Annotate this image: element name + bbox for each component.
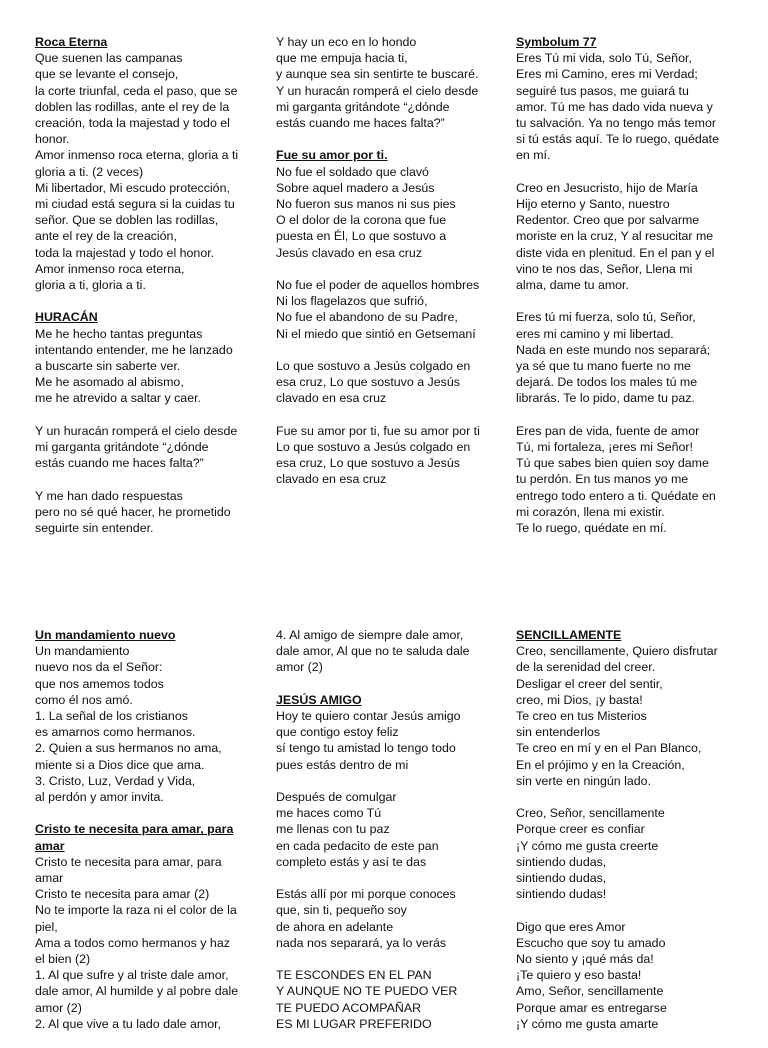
lyric-line: seguirte sin entender. (35, 521, 154, 536)
lyric-line: me llenas con tu paz (276, 822, 390, 837)
lyric-line: de la serenidad del creer. (516, 660, 656, 675)
stanza-gap (276, 342, 498, 358)
lyric-line: me haces como Tú (276, 806, 382, 821)
lyric-line: creo, mi Dios, ¡y basta! (516, 692, 643, 707)
lyric-line: En el prójimo y en la Creación, (516, 757, 685, 772)
lyric-line: seguiré tus pasos, me guiará tu (516, 83, 689, 98)
lyric-line: No fue el poder de aquellos hombres (276, 278, 480, 293)
lyric-line: Escucho que soy tu amado (516, 935, 666, 950)
song-block (35, 34, 257, 293)
lyric-line: Creo, Señor, sencillamente (516, 806, 665, 821)
lyric-line: amor (2) (276, 660, 323, 675)
lyric-line: 2. Al que vive a tu lado dale amor, (35, 1016, 221, 1031)
lyric-line: Y AUNQUE NO TE PUEDO VER (276, 984, 458, 999)
lyric-line: librarás. Te lo pido, dame tu paz. (516, 391, 695, 406)
song-title: HURACÁN (35, 310, 98, 325)
lyric-line: Lo que sostuvo a Jesús colgado en (276, 440, 471, 455)
lyric-line: tu perdón. En tus manos yo me (516, 472, 689, 487)
lyric-line: estás cuando me haces falta?” (276, 116, 445, 131)
lyric-line: completo estás y así te das (276, 854, 427, 869)
lyric-line: Te creo en mí y en el Pan Blanco, (516, 741, 702, 756)
lyric-line: que me empuja hacia ti, (276, 51, 408, 66)
lyric-line: Fue su amor por ti, fue su amor por ti (276, 423, 480, 438)
lyric-line: moriste en la cruz, Y al resucitar me (516, 229, 714, 244)
lyric-line: Cristo te necesita para amar (2) (35, 887, 210, 902)
stanza-gap (516, 902, 738, 918)
column-bottom-middle (276, 627, 498, 1048)
lyric-line: mi corazón, llena mi existir. (516, 504, 665, 519)
lyric-line: Tú, mi fortaleza, ¡eres mi Señor! (516, 440, 693, 455)
lyric-line: amor. Tú me has dado vida nueva y (516, 99, 713, 114)
song-block (276, 147, 498, 487)
lyric-line: sintiendo dudas, (516, 854, 607, 869)
lyric-line: Eres mi Camino, eres mi Verdad; (516, 67, 698, 82)
lyric-line: me he atrevido a saltar y caer. (35, 391, 201, 406)
lyric-line: 4. Al amigo de siempre dale amor, (276, 628, 464, 642)
lyric-line: dale amor, Al que no te saluda dale (276, 644, 470, 659)
lyric-line: Eres Tú mi vida, solo Tú, Señor, (516, 51, 692, 66)
lyric-line: dejará. De todos los males tú me (516, 375, 698, 390)
column-top-left (35, 34, 257, 552)
stanza-gap (276, 951, 498, 967)
lyric-line: mi garganta gritándote “¿dónde (35, 440, 209, 455)
lyric-line: Porque creer es confiar (516, 822, 645, 837)
lyric-line: Nada en este mundo nos separará; (516, 342, 711, 357)
lyric-line: dale amor, Al humilde y al pobre dale (35, 984, 239, 999)
lyric-line: que contigo estoy feliz (276, 725, 399, 740)
lyric-line: nada nos separará, ya lo verás (276, 935, 447, 950)
lyric-line: No fue el soldado que clavó (276, 164, 429, 179)
lyric-line: creación, toda la majestad y todo el (35, 116, 230, 131)
lyric-line: Tú que sabes bien quien soy dame (516, 456, 709, 471)
lyric-line: Mi libertador, Mi escudo protección, (35, 180, 230, 195)
lyric-line: el bien (2) (35, 952, 91, 967)
lyric-line: TE PUEDO ACOMPAÑAR (276, 1000, 422, 1015)
lyric-line: honor. (35, 132, 70, 147)
lyric-line: 2. Quien a sus hermanos no ama, (35, 741, 222, 756)
lyric-line: sintiendo dudas! (516, 887, 607, 902)
lyric-line: toda la majestad y todo el honor. (35, 245, 215, 260)
lyric-line: al perdón y amor invita. (35, 790, 164, 805)
stanza-gap (516, 164, 738, 180)
lyric-line: amor (2) (35, 1000, 82, 1015)
lyric-line: clavado en esa cruz (276, 472, 387, 487)
column-top-middle (276, 34, 498, 504)
lyric-line: gloria a ti, gloria a ti. (35, 278, 146, 293)
lyric-line: alma, dame tu amor. (516, 278, 629, 293)
lyric-line: Eres tú mi fuerza, solo tú, Señor, (516, 310, 696, 325)
song-title: JESÚS AMIGO (276, 692, 362, 707)
lyric-line: ante el rey de la creación, (35, 229, 177, 244)
lyric-line: vino te nos das, Señor, Llena mi (516, 261, 693, 276)
lyric-line: Sobre aquel madero a Jesús (276, 180, 435, 195)
lyric-line: Creo en Jesucristo, hijo de María (516, 180, 698, 195)
stanza-gap (516, 789, 738, 805)
lyric-line: piel, (35, 919, 58, 934)
song-block (516, 34, 738, 536)
column-bottom-right (516, 627, 738, 1048)
lyric-line: diste vida en plenitud. En el pan y el (516, 245, 715, 260)
lyric-line: Estás allí por mi porque conoces (276, 887, 456, 902)
column-top-right (516, 34, 738, 552)
song-block (516, 627, 738, 1032)
lyric-line: Y me han dado respuestas (35, 488, 183, 503)
lyric-line: Creo, sencillamente, Quiero disfrutar (516, 644, 718, 659)
lyric-line: que nos amemos todos (35, 676, 164, 691)
lyric-line: pues estás dentro de mi (276, 757, 409, 772)
stanza-gap (276, 870, 498, 886)
lyric-line: Cristo te necesita para amar, para (35, 854, 222, 869)
lyric-line: Hoy te quiero contar Jesús amigo (276, 709, 461, 723)
lyric-line: Amor inmenso roca eterna, gloria a ti (35, 148, 239, 163)
lyric-line: esa cruz, Lo que sostuvo a Jesús (276, 456, 460, 471)
song-block (276, 34, 498, 131)
lyric-line: en mí. (516, 148, 551, 163)
song-block (35, 309, 257, 536)
lyric-line: que, sin ti, pequeño soy (276, 903, 407, 918)
lyric-line: Y hay un eco en lo hondo (276, 35, 417, 49)
lyric-line: ¡Te quiero y eso basta! (516, 968, 642, 983)
song-title: SENCILLAMENTE (516, 628, 622, 642)
lyric-line: eres mi camino y mi libertad. (516, 326, 674, 341)
lyric-line: es amarnos como hermanos. (35, 725, 196, 740)
song-title: Symbolum 77 (516, 35, 597, 49)
lyric-line: Porque amar es entregarse (516, 1000, 667, 1015)
lyric-line: Me he asomado al abismo, (35, 375, 184, 390)
lyric-line: sin verte en ningún lado. (516, 773, 652, 788)
lyric-line: Ama a todos como hermanos y haz (35, 935, 230, 950)
lyric-line: a buscarte sin saberte ver. (35, 359, 181, 374)
lyric-line: Te creo en tus Misterios (516, 709, 647, 724)
lyric-line: Y un huracán romperá el cielo desde (35, 423, 238, 438)
lyric-line: 3. Cristo, Luz, Verdad y Vida, (35, 773, 196, 788)
lyric-line: Y un huracán romperá el cielo desde (276, 83, 479, 98)
stanza-gap (276, 773, 498, 789)
lyric-line: esa cruz, Lo que sostuvo a Jesús (276, 375, 460, 390)
lyric-line: si tú estás aquí. Te lo ruego, quédate (516, 132, 719, 147)
lyric-line: doblen las rodillas, ante el rey de la (35, 99, 230, 114)
lyric-line: No fue el abandono de su Padre, (276, 310, 458, 325)
lyric-line: la corte triunfal, ceda el paso, que se (35, 83, 238, 98)
lyric-line: Ni los flagelazos que sufrió, (276, 294, 428, 309)
lyric-line: Digo que eres Amor (516, 919, 626, 934)
lyric-line: Ni el miedo que sintió en Getsemaní (276, 326, 476, 341)
song-title: Un mandamiento nuevo (35, 628, 176, 642)
lyric-line: 1. Al que sufre y al triste dale amor, (35, 968, 229, 983)
lyric-line: tu salvación. Ya no tengo más temor (516, 116, 716, 131)
stanza-gap (276, 261, 498, 277)
lyric-line: ¡Y cómo me gusta creerte (516, 838, 659, 853)
lyric-line: 1. La señal de los cristianos (35, 709, 188, 724)
lyric-line: puesta en Él, Lo que sostuvo a (276, 229, 447, 244)
lyric-line: ¡Y cómo me gusta amarte (516, 1016, 659, 1031)
lyric-line: sintiendo dudas, (516, 871, 607, 886)
lyric-line: en cada pedacito de este pan (276, 838, 439, 853)
lyric-line: ya sé que tu mano fuerte no me (516, 359, 691, 374)
lyric-line: sí tengo tu amistad lo tengo todo (276, 741, 456, 756)
lyric-line: Eres pan de vida, fuente de amor (516, 423, 700, 438)
lyric-line: estás cuando me haces falta?” (35, 456, 204, 471)
lyric-line: intentando entender, me he lanzado (35, 342, 233, 357)
song-title: Roca Eterna (35, 35, 108, 49)
lyric-line: O el dolor de la corona que fue (276, 213, 447, 228)
lyric-line: mi garganta gritándote “¿dónde (276, 99, 450, 114)
lyric-line: Jesús clavado en esa cruz (276, 245, 423, 260)
lyric-line: gloria a ti. (2 veces) (35, 164, 144, 179)
stanza-gap (516, 293, 738, 309)
lyric-line: Amo, Señor, sencillamente (516, 984, 664, 999)
lyric-line: sin entenderlos (516, 725, 601, 740)
lyric-line: que se levante el consejo, (35, 67, 179, 82)
lyric-line: Hijo eterno y Santo, nuestro (516, 197, 670, 212)
lyric-line: Me he hecho tantas preguntas (35, 326, 203, 341)
stanza-gap (276, 407, 498, 423)
lyric-line: amar (35, 871, 64, 886)
song-title: Cristo te necesita para amar, para amar (35, 822, 234, 853)
lyric-line: Un mandamiento (35, 644, 130, 659)
song-title: Fue su amor por ti. (276, 148, 388, 163)
lyric-line: No siento y ¡qué más da! (516, 952, 654, 967)
lyric-line: Te lo ruego, quédate en mí. (516, 521, 667, 536)
lyric-line: y aunque sea sin sentirte te buscaré. (276, 67, 479, 82)
column-bottom-left (35, 627, 257, 1048)
stanza-gap (35, 471, 257, 487)
lyric-line: mi ciudad está segura si la cuidas tu (35, 197, 235, 212)
lyric-line: Después de comulgar (276, 790, 397, 804)
lyric-line: Lo que sostuvo a Jesús colgado en (276, 359, 471, 374)
song-block (276, 692, 498, 1032)
lyric-line: TE ESCONDES EN EL PAN (276, 968, 432, 983)
song-block (276, 627, 498, 676)
lyric-line: pero no sé qué hacer, he prometido (35, 504, 231, 519)
lyric-line: Desligar el creer del sentir, (516, 676, 663, 691)
stanza-gap (35, 407, 257, 423)
lyric-line: No fueron sus manos ni sus pies (276, 197, 456, 212)
song-block (35, 821, 257, 1032)
lyric-line: Amor inmenso roca eterna, (35, 261, 185, 276)
lyric-line: señor. Que se doblen las rodillas, (35, 213, 219, 228)
song-block (35, 627, 257, 805)
lyric-line: de ahora en adelante (276, 919, 394, 934)
lyric-line: miente si a Dios dice que ama. (35, 757, 205, 772)
lyric-line: como él nos amó. (35, 692, 133, 707)
lyric-line: No te importe la raza ni el color de la (35, 903, 237, 918)
lyric-line: Que suenen las campanas (35, 51, 183, 66)
stanza-gap (516, 407, 738, 423)
lyric-line: ES MI LUGAR PREFERIDO (276, 1016, 432, 1031)
lyric-line: clavado en esa cruz (276, 391, 387, 406)
lyric-line: nuevo nos da el Señor: (35, 660, 163, 675)
lyric-line: Redentor. Creo que por salvarme (516, 213, 700, 228)
lyric-line: entrego todo entero a ti. Quédate en (516, 488, 716, 503)
